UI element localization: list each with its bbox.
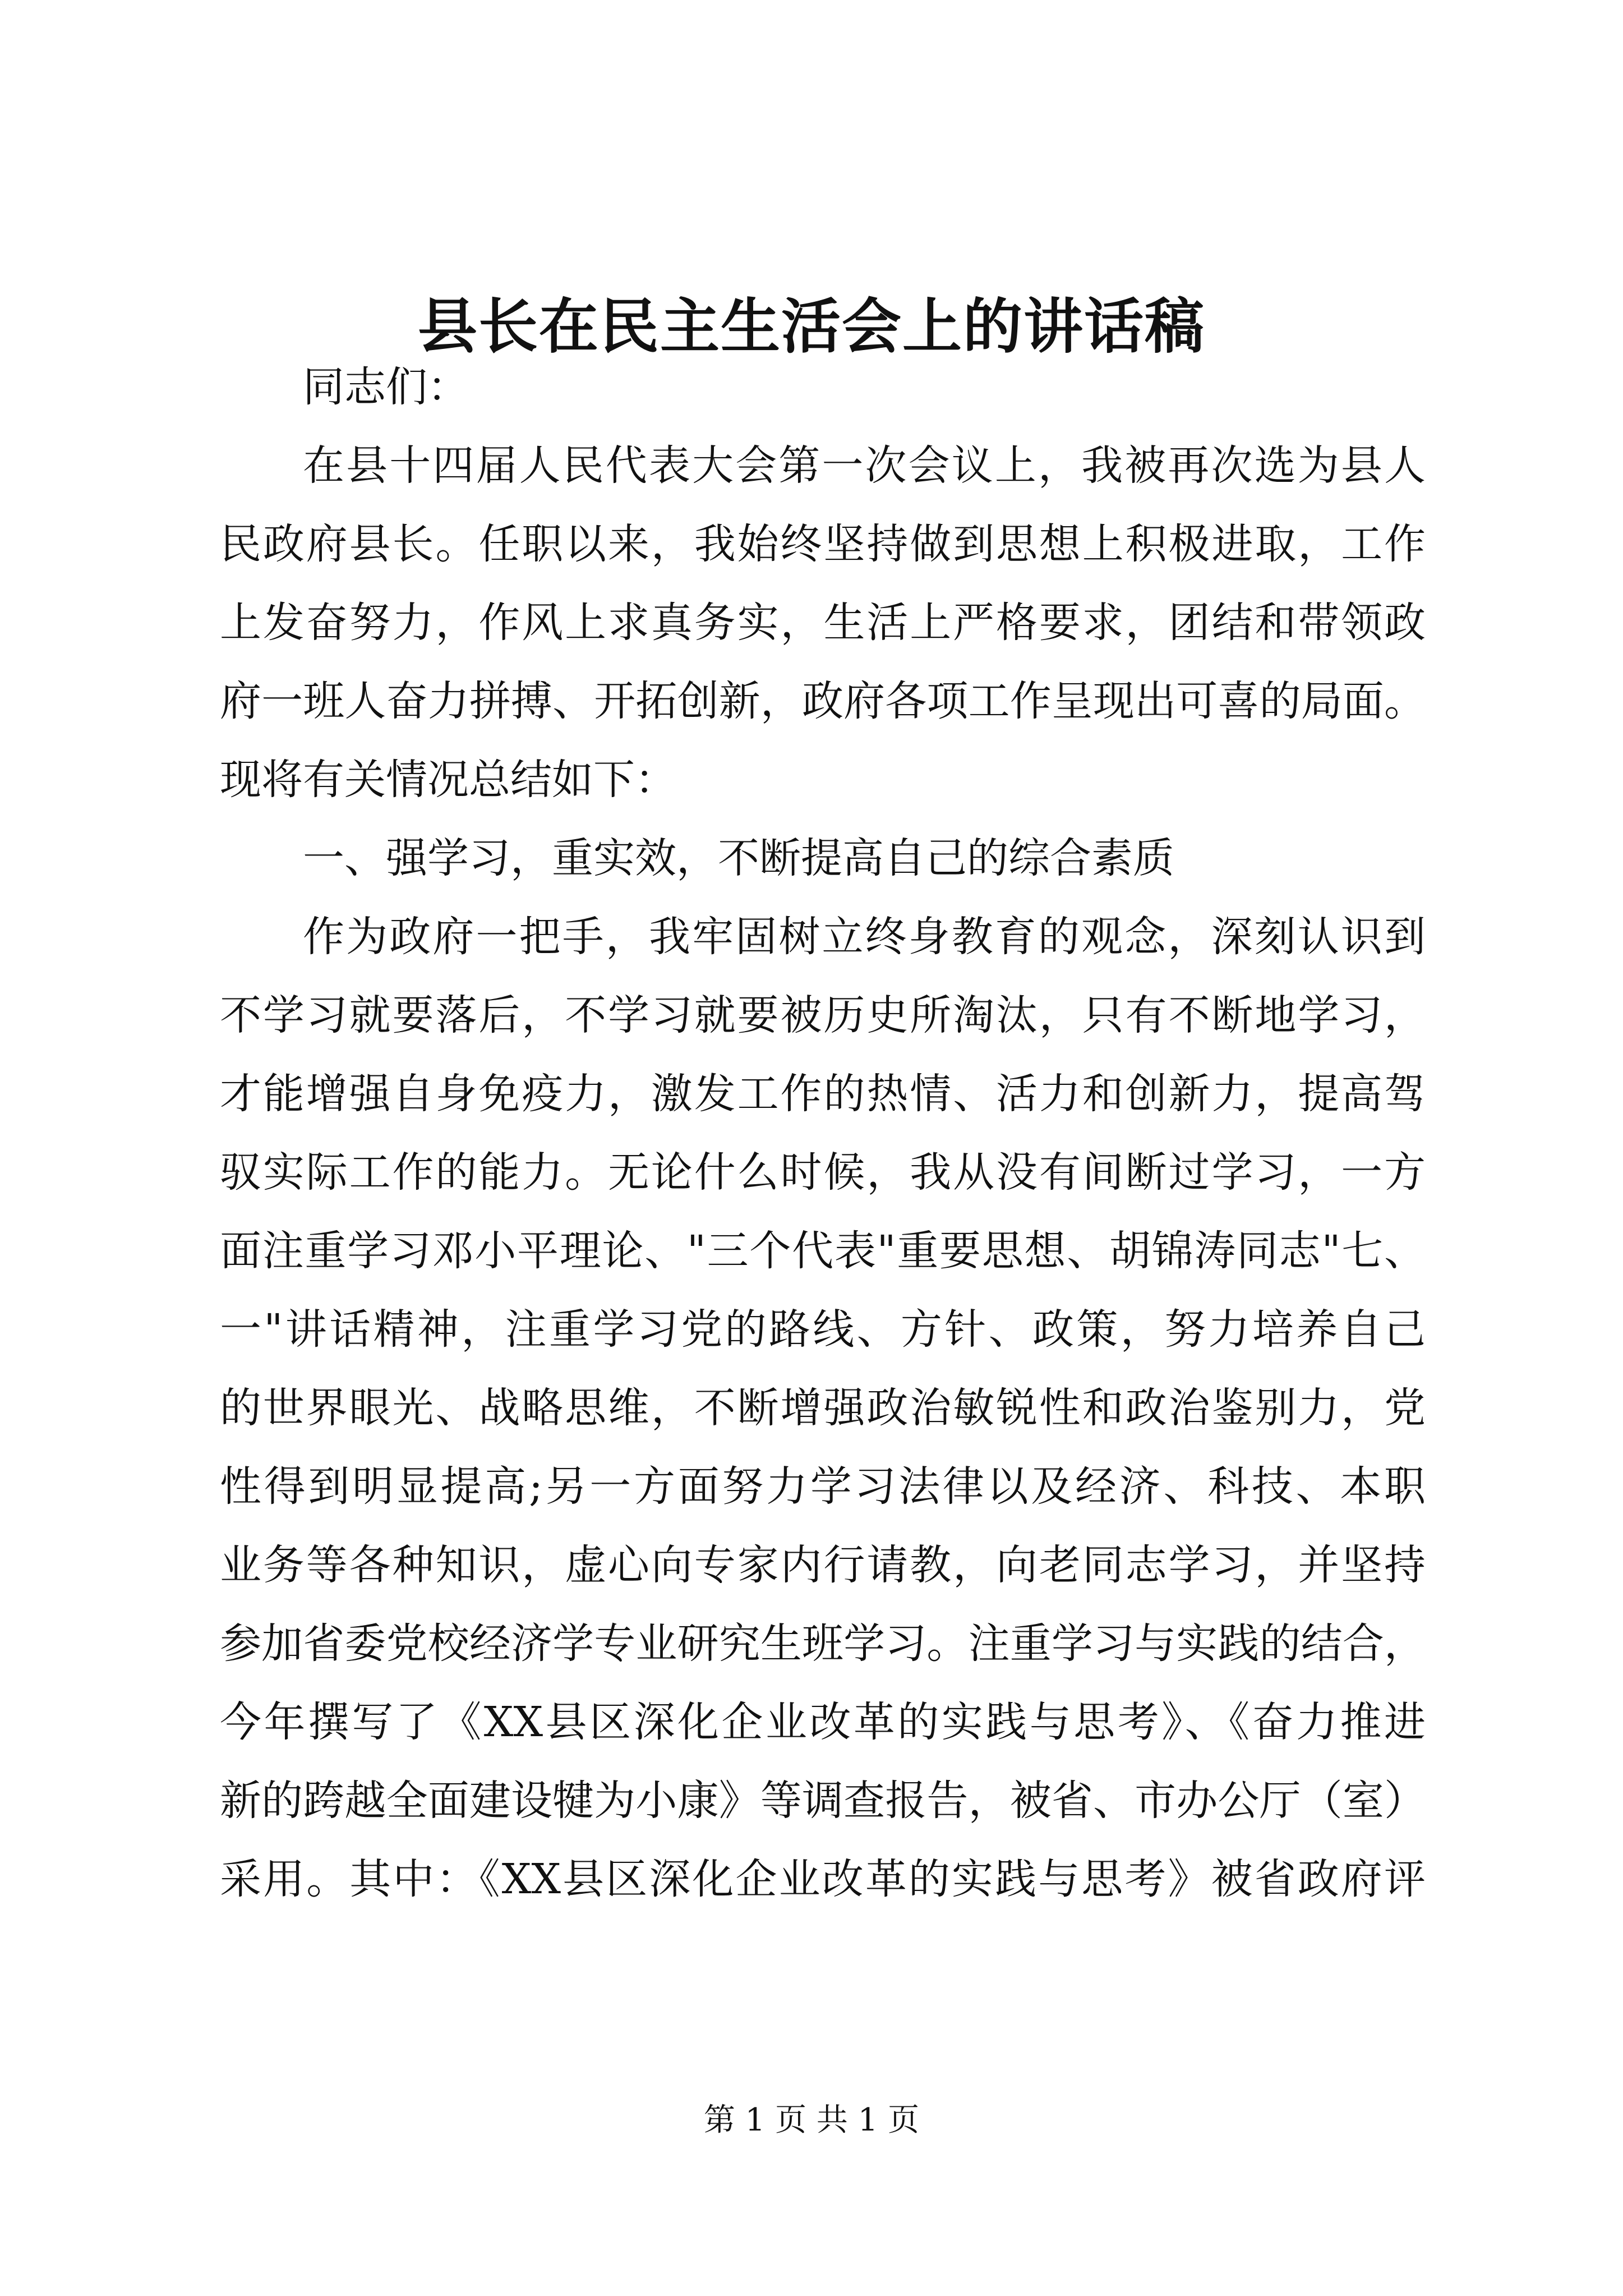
body-line: 采用。其中：《XX县区深化企业改革的实践与思考》被省政府评 xyxy=(220,1855,1426,1903)
section-heading: 一、强学习，重实效，不断提高自己的综合素质 xyxy=(303,834,1174,882)
body-line: 上发奋努力，作风上求真务实，生活上严格要求，团结和带领政 xyxy=(220,599,1426,647)
page-number-footer: 第 1 页 共 1 页 xyxy=(703,2102,920,2138)
body-line: 性得到明显提高;另一方面努力学习法律以及经济、科技、本职 xyxy=(220,1462,1426,1511)
body-line: 参加省委党校经济学专业研究生班学习。注重学习与实践的结合， xyxy=(220,1619,1426,1668)
document-title: 县长在民主生活会上的讲话稿 xyxy=(418,291,1205,361)
body-line: 现将有关情况总结如下： xyxy=(220,756,676,804)
body-line: 新的跨越全面建设犍为小康》等调查报告，被省、市办公厅（室） xyxy=(220,1777,1426,1825)
salutation: 同志们： xyxy=(303,363,469,411)
body-line: 府一班人奋力拼搏、开拓创新，政府各项工作呈现出可喜的局面。 xyxy=(220,677,1426,725)
body-line: 作为政府一把手，我牢固树立终身教育的观念，深刻认识到 xyxy=(303,913,1426,961)
body-line: 在县十四届人民代表大会第一次会议上，我被再次选为县人 xyxy=(303,441,1426,490)
body-line: 驭实际工作的能力。无论什么时候，我从没有间断过学习，一方 xyxy=(220,1148,1426,1197)
body-line: 民政府县长。任职以来，我始终坚持做到思想上积极进取，工作 xyxy=(220,520,1426,568)
body-line: 不学习就要落后，不学习就要被历史所淘汰，只有不断地学习， xyxy=(220,991,1426,1039)
body-line: 才能增强自身免疫力，激发工作的热情、活力和创新力，提高驾 xyxy=(220,1070,1426,1118)
body-line: 面注重学习邓小平理论、"三个代表"重要思想、胡锦涛同志"七、 xyxy=(220,1227,1426,1275)
body-line: 今年撰写了《XX县区深化企业改革的实践与思考》、《奋力推进 xyxy=(220,1698,1426,1746)
body-line: 一"讲话精神，注重学习党的路线、方针、政策，努力培养自己 xyxy=(220,1305,1426,1354)
body-line: 的世界眼光、战略思维，不断增强政治敏锐性和政治鉴别力，党 xyxy=(220,1384,1426,1432)
body-line: 业务等各种知识，虚心向专家内行请教，向老同志学习，并坚持 xyxy=(220,1541,1426,1589)
